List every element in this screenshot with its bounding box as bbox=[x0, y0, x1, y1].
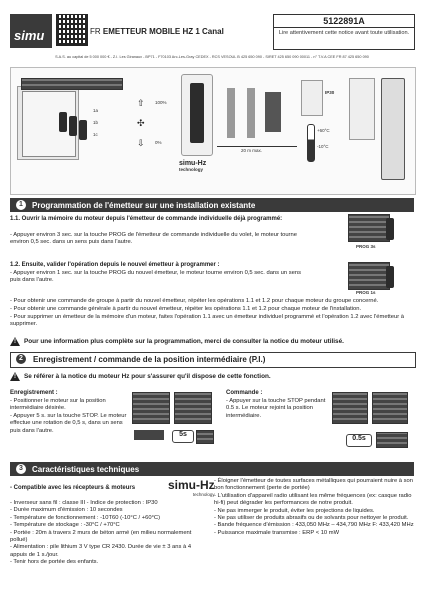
prog-3s-label: PROG 3s bbox=[356, 244, 376, 249]
section-1-warning bbox=[10, 337, 414, 346]
prog-1s-label: PROG 1s bbox=[356, 290, 376, 295]
product-title: EMETTEUR MOBILE HZ 1 Canal bbox=[102, 27, 224, 36]
section-3-header bbox=[10, 462, 414, 476]
spec-item: - Portée : 20m à travers 2 murs de béton armé (en milieu normalement pollué) bbox=[10, 529, 192, 544]
brand-logo-text: simu bbox=[14, 28, 45, 43]
motor-illustration-1 bbox=[348, 214, 390, 242]
spec-item: - Ne pas immerger le produit, éviter les projections de liquides. bbox=[214, 507, 375, 514]
hero-brand bbox=[179, 160, 217, 178]
remote-open-illustration bbox=[381, 78, 405, 180]
command-duration-pill: 0.5s bbox=[346, 434, 372, 447]
section-2-title: Enregistrement / commande de la position intermédiaire (P.I.) bbox=[33, 355, 266, 364]
remote-large-illustration bbox=[181, 74, 213, 156]
hero-brand-sub: technology bbox=[179, 167, 204, 172]
warning-icon: ! bbox=[10, 372, 20, 381]
reading-note: Lire attentivement cette notice avant toute utilisation. bbox=[278, 30, 410, 36]
temp-low: -10°C bbox=[317, 144, 329, 149]
spec-item: - Bande fréquence d'émission : 433,050 MHz – 434,790 MHz F: 433,420 MHz bbox=[214, 522, 414, 529]
step-1-2-title: 1.2. Ensuite, valider l'opération depuis le nouvel émetteur à programmer : bbox=[10, 262, 220, 268]
remote-1c-icon bbox=[79, 120, 87, 140]
qr-code bbox=[56, 14, 88, 46]
spec-item: - Température de fonctionnement : -10T60 (-10°C / +60°C) bbox=[10, 514, 161, 521]
spec-item: - Puissance maximale transmise : ERP < 10 mW bbox=[214, 529, 340, 536]
section-1-title: Programmation de l'émetteur sur une installation existante bbox=[32, 201, 256, 210]
legal-line: S.A.S. au capital de 5 000 000 € - Z.I. Les Giranaux - BP71 - F70103 Arc-Les-Gray CEDEX - RCS VESOUL B 425 650 090 - SIRET 425 650 090 00011 - n° T.V.A CEE FR 87 425 650 090 bbox=[55, 55, 369, 59]
motor-pi-cmd-1 bbox=[332, 392, 368, 424]
warning-icon: ! bbox=[10, 337, 20, 346]
section-2-number: 2 bbox=[16, 354, 26, 364]
section-3-number: 3 bbox=[16, 464, 26, 474]
compat-text: - Compatible avec les récepteurs & moteurs bbox=[10, 485, 136, 491]
section-2-warning-text: Se référer à la notice du moteur Hz pour s'assurer qu'il dispose de cette fonction. bbox=[24, 373, 271, 381]
spec-item: - Température de stockage : -30°C / +70°C bbox=[10, 522, 120, 529]
hero-illustration bbox=[10, 67, 416, 195]
motor-pi-rec-2 bbox=[174, 392, 212, 424]
section-2-warning bbox=[10, 372, 414, 381]
spec-item: - Inverseur sans fil : classe III - Indice de protection : IP30 bbox=[10, 500, 158, 506]
hero-brand-text: simu-Hz bbox=[179, 160, 207, 167]
step-1-1-title: 1.1. Ouvrir la mémoire du moteur depuis l'émetteur de commande individuelle déjà programmé: bbox=[10, 216, 283, 222]
specs-left bbox=[10, 500, 200, 567]
compat-brand-sub: technology bbox=[192, 492, 215, 497]
motor-illustration-2 bbox=[348, 262, 390, 290]
spec-item: - L'utilisation d'appareil radio utilisant les même fréquences (ex: casque radio hi-fi) peut dégrader les performances de notre produit. bbox=[214, 492, 412, 507]
wall-1 bbox=[227, 88, 235, 138]
temp-high: +60°C bbox=[317, 128, 330, 133]
distance-label: 20 m max. bbox=[241, 148, 263, 153]
step-1b: 1b bbox=[93, 120, 99, 125]
thermometer-icon bbox=[307, 124, 315, 162]
wall-2 bbox=[247, 88, 255, 138]
motor-pi-rec-1 bbox=[132, 392, 170, 424]
specs-right bbox=[214, 478, 414, 537]
remote-prog-new-icon bbox=[386, 266, 394, 288]
ip-rating: IP30 bbox=[325, 90, 335, 95]
motor-pi-rec-3 bbox=[196, 430, 214, 444]
motor-pi-cmd-2 bbox=[372, 392, 408, 424]
section-1-number: 1 bbox=[16, 200, 26, 210]
step-1a: 1a bbox=[93, 108, 99, 113]
section-1-warning-text: Pour une information plus complète sur la programmation, merci de consulter la notice du moteur utilisé. bbox=[24, 338, 344, 346]
spec-item: - Ne pas utiliser de produits abrasifs ou de solvants pour nettoyer le produit. bbox=[214, 515, 409, 522]
section-1-bullet-3: - Pour supprimer un émetteur de la mémoire d'un moteur, faites l'opération 1.1 avec un émetteur individuel programmé et l'opération 1.2 avec l'émetteur à supprimer. bbox=[10, 314, 404, 328]
receiver-box bbox=[265, 92, 281, 132]
brand-logo bbox=[10, 14, 52, 48]
motor-pi-cmd-3 bbox=[376, 432, 408, 448]
remote-prog-icon bbox=[386, 218, 394, 240]
record-text: - Positionner le moteur sur la position intermédiaire désirée. - Appuyer 5 s. sur la touche STOP. Le moteur effectue une rotation de 0,5 s, dans un sens puis dans l'autre. bbox=[10, 398, 127, 434]
battery-illustration bbox=[349, 78, 375, 140]
spec-item: - Tenir hors de portée des enfants. bbox=[10, 559, 99, 566]
spec-item: - Durée maximum d'émission : 10 secondes bbox=[10, 507, 123, 514]
reference-box bbox=[273, 14, 415, 50]
down-arrow-icon: ⇩ bbox=[137, 138, 145, 148]
shutter-box bbox=[21, 78, 123, 90]
record-duration-pill: 5s bbox=[172, 430, 194, 443]
section-1-bullet-2: - Pour obtenir une commande générale à partir du nouvel émetteur, répéter les opérations 1.1 et 1.2 pour chaque moteur de l'installation. bbox=[10, 306, 362, 312]
section-1-bullet-1: - Pour obtenir une commande de groupe à partir du nouvel émetteur, répéter les opérations 1.1 et 1.2 pour chaque moteur du groupe concerné. bbox=[10, 298, 379, 304]
section-3-title: Caractéristiques techniques bbox=[32, 465, 140, 474]
doc-title bbox=[90, 27, 224, 36]
step-1-2-text: - Appuyer environ 1 sec. sur la touche PROG du nouvel émetteur, le moteur tourne environ 0,5 sec. dans un sens puis dans l'autre. bbox=[10, 270, 301, 284]
pct-0: 0% bbox=[155, 140, 162, 145]
hand-icon bbox=[134, 430, 164, 440]
section-2-header bbox=[10, 352, 416, 368]
command-title: Commande : bbox=[226, 390, 263, 396]
up-arrow-icon: ⇧ bbox=[137, 98, 145, 108]
section-1-header bbox=[10, 198, 414, 212]
command-text: - Appuyer sur la touche STOP pendant 0.5 s. Le moteur rejoint la position intermédiaire. bbox=[226, 398, 326, 419]
step-1-1-text: - Appuyer environ 3 sec. sur la touche PROG de l'émetteur de commande individuelle du volet, le moteur tourne environ 0,5 sec. dans un sens puis dans l'autre. bbox=[10, 232, 297, 246]
compat-brand bbox=[168, 478, 215, 497]
compat-brand-text: simu-Hz bbox=[168, 478, 215, 492]
pct-100: 100% bbox=[155, 100, 167, 105]
spec-item: - Alimentation : pile lithium 3 V type CR 2430. Durée de vie ± 3 ans à 4 appuis de 1 s./jour. bbox=[10, 544, 192, 558]
step-1c: 1c bbox=[93, 132, 98, 137]
remote-1b-icon bbox=[69, 116, 77, 136]
ip-illustration bbox=[301, 80, 323, 116]
record-title: Enregistrement : bbox=[10, 390, 58, 396]
spec-item: - Éloigner l'émetteur de toutes surfaces métalliques qui pourraient nuire à son bon fonctionnement (perte de portée) bbox=[214, 478, 413, 492]
reference-number: 5122891A bbox=[274, 16, 414, 28]
lang-code: FR bbox=[90, 27, 101, 36]
distance-line bbox=[217, 146, 297, 147]
stop-arrow-icon: ✣ bbox=[137, 118, 145, 128]
remote-1a-icon bbox=[59, 112, 67, 132]
